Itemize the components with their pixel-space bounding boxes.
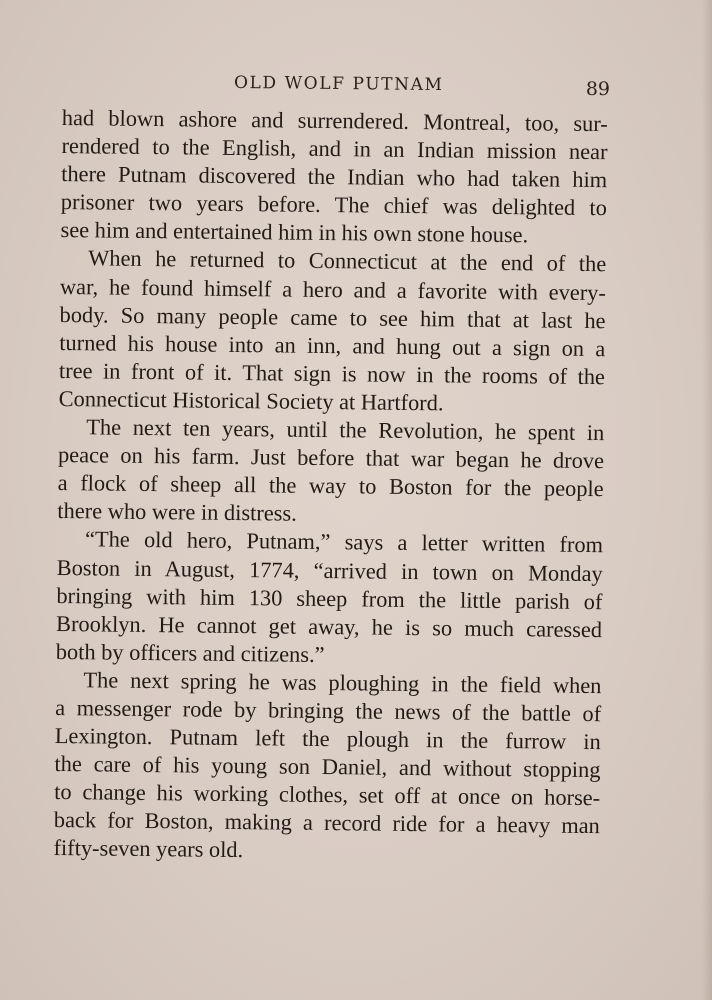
text-line: peace on his farm. Just before that war began he drove	[57, 442, 605, 474]
text-line: the care of his young son Daniel, and without stopping	[54, 751, 601, 783]
text-line: to change his working clothes, set off at once on horse-	[54, 779, 601, 811]
text-line: Connecticut Historical Society at Hartford.	[58, 385, 444, 416]
text-line: rendered to the English, and in an Indian mission near	[61, 133, 608, 165]
text-line: The next spring he was ploughing in the field when	[83, 667, 602, 699]
text-line: “The old hero, Putnam,” says a letter written from	[84, 526, 604, 558]
text-line: there who were in distress.	[57, 498, 297, 527]
text-line: Lexington. Putnam left the plough in the furrow in	[54, 723, 601, 755]
running-title: OLD WOLF PUTNAM	[233, 72, 444, 96]
text-line: prisoner two years before. The chief was delighted to	[60, 189, 607, 221]
text-line: When he returned to Connecticut at the end of the	[88, 245, 607, 277]
text-line: there Putnam discovered the Indian who had taken him	[61, 161, 608, 193]
text-line: bringing with him 130 sheep from the little parish of	[56, 582, 603, 614]
text-line: body. So many people came to see him that at last he	[59, 301, 606, 333]
body-text	[53, 104, 608, 869]
text-line: The next ten years, until the Revolution, he spent in	[86, 414, 605, 446]
text-line: Boston in August, 1774, “arrived in town on Monday	[56, 554, 603, 586]
text-line: see him and entertained him in his own stone house.	[60, 217, 529, 248]
text-line: a flock of sheep all the way to Boston for the people	[57, 470, 604, 502]
text-line: fifty-seven years old.	[53, 835, 244, 863]
text-line: back for Boston, making a record ride for a heavy man	[53, 807, 600, 839]
text-line: a messenger rode by bringing the news of the battle of	[55, 694, 602, 727]
text-line: turned his house into an inn, and hung out a sign on a	[59, 329, 606, 361]
page-header	[62, 74, 610, 100]
text-line: war, he found himself a hero and a favorite with every-	[59, 273, 607, 305]
text-line: Brooklyn. He cannot get away, he is so much caressed	[55, 610, 603, 642]
text-line: tree in front of it. That sign is now in the rooms of the	[58, 357, 606, 390]
text-line: both by officers and citizens.”	[55, 638, 325, 667]
page-number: 89	[585, 78, 610, 100]
text-line: had blown ashore and surrendered. Montreal, too, sur-	[61, 104, 608, 137]
